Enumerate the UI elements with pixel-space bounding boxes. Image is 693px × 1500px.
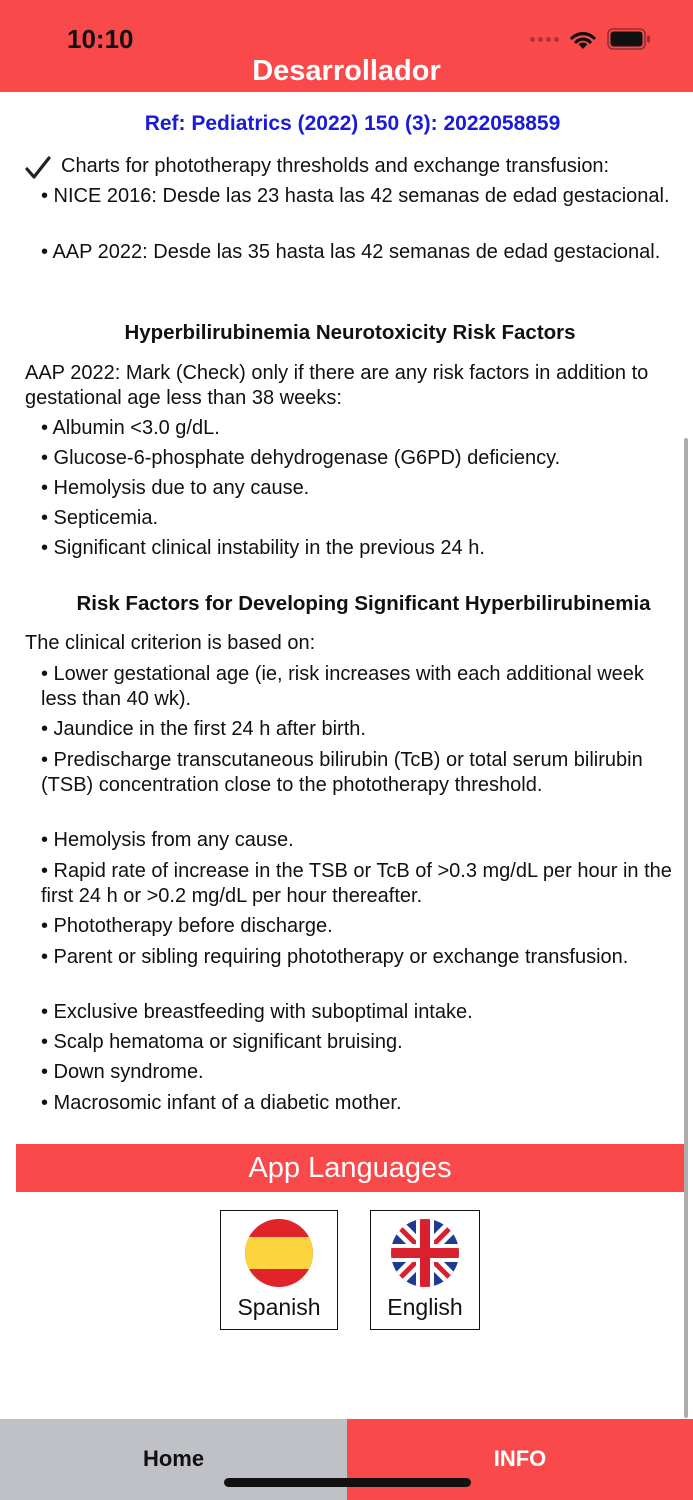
charts-intro: Charts for phototherapy thresholds and exchange transfusion: (61, 155, 610, 177)
list-item: • Macrosomic infant of a diabetic mother. (41, 1092, 402, 1114)
status-icons (530, 28, 651, 50)
reference-link[interactable]: Ref: Pediatrics (2022) 150 (3): 2022058859 (144, 112, 561, 135)
list-item: • Predischarge transcutaneous bilirubin (TcB) or total serum bilirubin (TSB) concentration close to the phototherapy threshold. (41, 749, 643, 796)
list-item: • Albumin <3.0 g/dL. (41, 417, 220, 439)
list-item: • Glucose-6-phosphate dehydrogenase (G6PD) deficiency. (41, 447, 561, 469)
list-item: • Jaundice in the first 24 h after birth. (41, 718, 366, 740)
battery-icon (607, 28, 651, 50)
list-item: • Down syndrome. (41, 1061, 204, 1083)
english-label: English (387, 1294, 463, 1320)
scrollbar[interactable] (684, 438, 688, 1418)
app-languages-banner: App Languages (16, 1144, 684, 1192)
list-item: • Lower gestational age (ie, risk increases with each additional week less than 40 wk). (41, 663, 644, 710)
list-item: • Exclusive breastfeeding with suboptimal intake. (41, 1001, 473, 1023)
tab-bar (0, 1419, 693, 1500)
neurotoxicity-title: Hyperbilirubinemia Neurotoxicity Risk Factors (124, 321, 576, 344)
list-item: • Significant clinical instability in the previous 24 h. (41, 537, 485, 559)
list-item: • Hemolysis from any cause. (41, 829, 294, 851)
content-scroll[interactable] (0, 92, 693, 1419)
uk-flag-icon (390, 1218, 460, 1288)
list-item: • Parent or sibling requiring phototherapy or exchange transfusion. (41, 946, 629, 968)
cellular-signal-icon (530, 37, 559, 42)
tab-info[interactable]: INFO (347, 1419, 693, 1500)
status-time: 10:10 (67, 24, 134, 54)
risk-factors-title: Risk Factors for Developing Significant Hyperbilirubinemia (76, 592, 651, 615)
list-item: • Phototherapy before discharge. (41, 915, 333, 937)
page-title: Desarrollador (252, 55, 441, 87)
spanish-language-button[interactable] (220, 1210, 338, 1330)
list-item: • Scalp hematoma or significant bruising. (41, 1031, 403, 1053)
home-indicator[interactable] (224, 1478, 471, 1487)
list-item: • NICE 2016: Desde las 23 hasta las 42 semanas de edad gestacional. (41, 185, 670, 207)
spain-flag-icon (244, 1218, 314, 1288)
list-item: • Rapid rate of increase in the TSB or TcB of >0.3 mg/dL per hour in the first 24 h or >0.2 mg/dL per hour thereafter. (41, 860, 672, 907)
spanish-label: Spanish (237, 1294, 321, 1320)
risk-factors-intro: The clinical criterion is based on: (25, 632, 316, 654)
wifi-icon (569, 29, 597, 50)
list-item: • Hemolysis due to any cause. (41, 477, 310, 499)
list-item: • AAP 2022: Desde las 35 hasta las 42 semanas de edad gestacional. (41, 241, 661, 263)
header-bar (0, 0, 693, 92)
tab-home[interactable]: Home (0, 1419, 347, 1500)
english-language-button[interactable] (370, 1210, 480, 1330)
checkmark-icon (25, 156, 51, 180)
neurotoxicity-intro: AAP 2022: Mark (Check) only if there are any risk factors in addition to gestational age less than 38 weeks: (25, 362, 649, 409)
list-item: • Septicemia. (41, 507, 159, 529)
